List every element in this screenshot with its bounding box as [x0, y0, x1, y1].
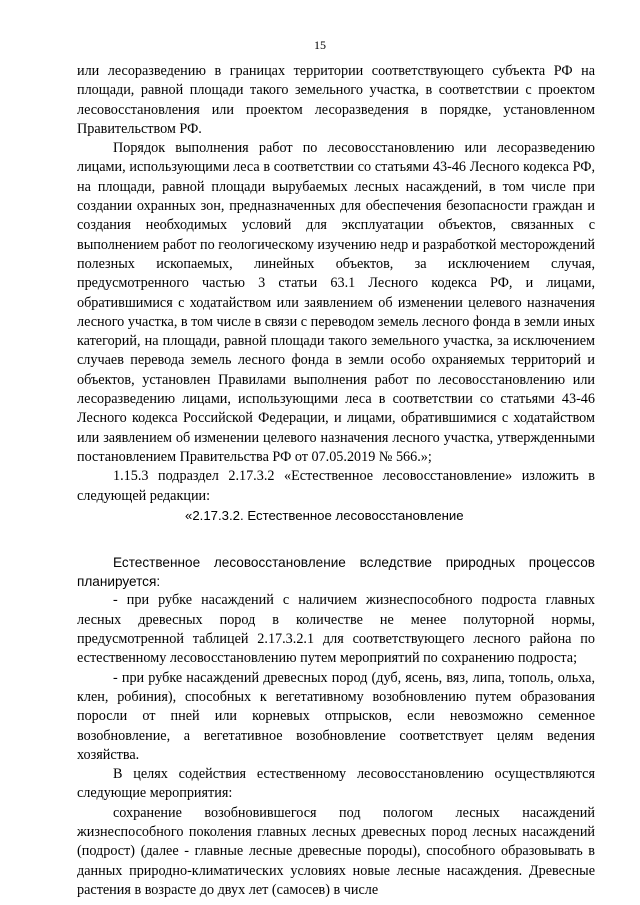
paragraph-assistance-measures: В целях содействия естественному лесовосстановлению осуществляются следующие мероприятия:: [77, 766, 595, 802]
section-heading: «2.17.3.2. Естественное лесовосстановление: [185, 507, 464, 523]
list-item-vegetative: - при рубке насаждений древесных пород (дуб, ясень, вяз, липа, тополь, ольха, клен, робиния), способных к вегетативному возобновлению путем образования поросли от пней или корневых отпрысков, если невозможно семенное возобновление, а вегетативное возобновление соответствует целям ведения хозяйства.: [77, 669, 595, 763]
spacer: [77, 525, 595, 553]
paragraph-preservation: сохранение возобновившегося под пологом лесных насаждений жизнеспособного поколения главных лесных древесных пород лесных насаждений (подрост) (далее - главные лесные древесные породы), способного образовывать в данных природно-климатических условиях новые лесные насаждения. Древесные растения в возрасте до двух лет (самосев) в числе: [77, 804, 595, 898]
list-item-undergrowth: - при рубке насаждений с наличием жизнеспособного подроста главных лесных древесных пород в количестве не менее полуторной нормы, предусмотренной таблицей 2.17.3.2.1 для соответствующего лесного района по естественному лесовосстановлению путем мероприятий по сохранению подроста;: [77, 592, 595, 667]
paragraph-amendment: 1.15.3 подраздел 2.17.3.2 «Естественное лесовосстановление» изложить в следующей редакции:: [77, 468, 595, 504]
paragraph-natural-regeneration: Естественное лесовосстановление вследствие природных процессов планируется:: [77, 554, 595, 590]
paragraph-procedure: Порядок выполнения работ по лесовосстановлению или лесоразведению лицами, использующими леса в соответствии со статьями 43-46 Лесного кодекса РФ, на площади, равной площади вырубаемых лесных насаждений, в том числе при создании охранных зон, предназначенных для обеспечения безопасности граждан и создания необходимых условий для эксплуатации объектов, связанных с выполнением работ по геологическому изучению недр и разработкой месторождений полезных ископаемых, линейных объектов, за исключением случая, предусмотренного частью 3 статьи 63.1 Лесного кодекса РФ, и лицами, обратившимися с ходатайством или заявлением об изменении целевого назначения лесного участка, в том числе в связи с переводом земель лесного фонда в земли иных категорий, на площади, равной площади такого земельного участка, за исключением случаев перевода земель лесного фонда в земли особо охраняемых территорий и объектов, установлен Правилами выполнения работ по лесовосстановлению или лесоразведению лицами, использующими леса в соответствии со статьями 43-46 Лесного кодекса Российской Федерации, и лицами, обратившимися с ходатайством или заявлением об изменении целевого назначения лесного участка, утвержденными постановлением Правительства РФ от 07.05.2019 № 566.»;: [77, 140, 595, 465]
page-number: 15: [314, 38, 326, 52]
document-body: [77, 62, 595, 900]
paragraph-continuation: или лесоразведению в границах территории соответствующего субъекта РФ на площади, равной площади такого земельного участка, в соответствии с проектом лесовосстановления или проектом лесоразведения в порядке, установленном Правительством РФ.: [77, 63, 595, 137]
